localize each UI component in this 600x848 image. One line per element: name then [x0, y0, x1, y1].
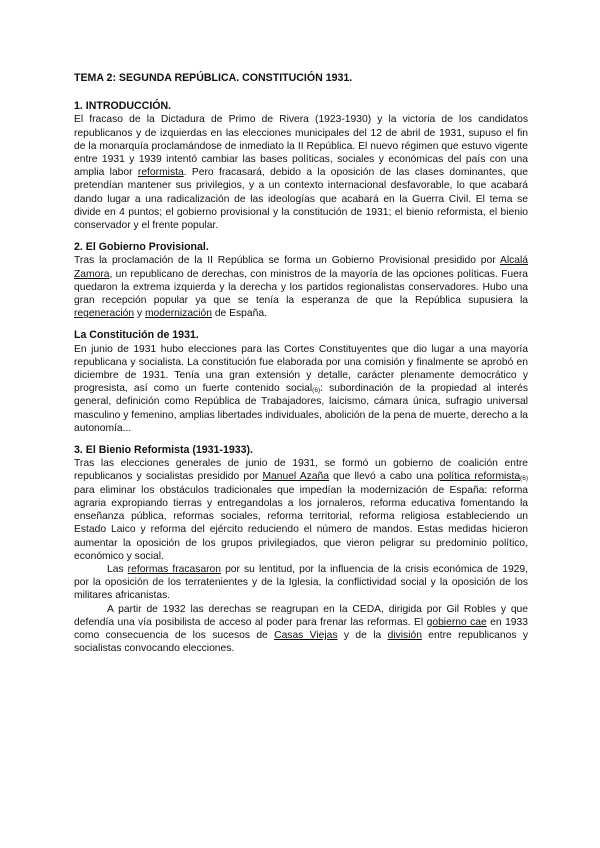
section-heading: 1. INTRODUCCIÓN.	[74, 100, 172, 113]
paragraph	[74, 343, 528, 435]
section-heading: 3. El Bienio Reformista (1931-1933).	[74, 444, 253, 457]
underlined-term: política reformista	[437, 471, 521, 483]
footnote-marker: (6)	[520, 475, 528, 483]
paragraph	[74, 603, 528, 656]
paragraph	[74, 457, 528, 563]
text-run: por su lentitud, por la influencia de la crisis económica de 1929, por la oposición de los terratenientes y de la Iglesia, la conflictividad social y la oposición de los militares africanistas.	[74, 563, 528, 602]
text-run: y de la	[337, 629, 388, 641]
section-heading: 2. El Gobierno Provisional.	[74, 241, 209, 254]
document-page	[74, 72, 528, 664]
underlined-term: Casas Viejas	[274, 629, 338, 641]
text-run: Las	[107, 563, 128, 575]
text-run: Tras la proclamación de la II República se forma un Gobierno Provisional presidido por	[74, 255, 500, 267]
text-run: de España.	[211, 308, 267, 320]
text-run: para eliminar los obstáculos tradicionales que impedían la modernización de España: reforma agraria expropiando tierras y entregandolas a los jornaleros, reforma educativa fomentando la enseñanza pública, reformas sociales, reforma territorial, reforma religiosa estableciendo un Estado Laico y reforma del ejército reduciendo el número de mandos. Estas medidas hicieron aumentar la oposición de los grupos privilegiados, que vieron peligrar su predominio político, económico y social.	[74, 484, 528, 562]
underlined-term: división	[387, 629, 422, 641]
section-bienio-reformista	[74, 444, 528, 655]
text-run: , un republicano de derechas, con ministros de la mayoría de las opciones políticas. Fuera quedaron la extrema izquierda y la derecha y los partidos regionalistas conservadores. Hubo una gran recepción popular ya que se tenía la esperanza de que la República supusiera la	[74, 268, 528, 307]
underlined-term: Manuel Azaña	[262, 471, 330, 483]
paragraph	[74, 254, 528, 320]
section-heading: La Constitución de 1931.	[74, 329, 199, 342]
underlined-term: reformas fracasaron	[127, 563, 222, 575]
paragraph	[74, 563, 528, 603]
text-run: entre republicanos y socialistas convocando elecciones.	[74, 629, 529, 655]
section-introduccion	[74, 100, 528, 232]
underlined-term: Alcalá Zamora	[74, 255, 528, 280]
underlined-term: regeneración	[74, 308, 135, 320]
document-title: TEMA 2: SEGUNDA REPÚBLICA. CONSTITUCIÓN 1931.	[74, 72, 353, 84]
section-constitucion	[74, 329, 528, 435]
text-run: A partir de 1932 las derechas se reagrupan en la CEDA, dirigida por Gil Robles y que defendía una vía posibilista de acceso al poder para frenar las reformas. El	[74, 603, 528, 628]
text-run: que llevó a cabo una	[329, 471, 438, 483]
text-run: Tras las elecciones generales de junio de 1931, se formó un gobierno de coalición entre republicanos y socialistas presidido por	[74, 458, 528, 483]
text-run: El fracaso de la Dictadura de Primo de Rivera (1923-1930) y la victoria de los candidatos republicanos y de izquierdas en las elecciones municipales del 12 de abril de 1931, supuso el fin de la monarquía proclamándose de inmediato la II República. El nuevo régimen que estuvo vigente entre 1931 y 1939 intentó cambiar las bases políticas, sociales y económicas del país con una amplia labor	[74, 114, 528, 179]
underlined-term: reformista	[137, 167, 184, 179]
text-run: . Pero fracasará, debido a la oposición de las clases dominantes, que pretendían mantener sus privilegios, y a un contexto internacional desfavorable, lo que acabará dando lugar a una radicalización de las ideologías que acabará en la Guerra Civil. El tema se divide en 4 puntos; el gobierno provisional y la constitución de 1931; el bienio reformista, el bienio conservador y el frente popular.	[74, 167, 529, 232]
section-gobierno-provisional	[74, 241, 528, 320]
footnote-marker: (6)	[312, 387, 321, 395]
underlined-term: modernización	[144, 308, 212, 320]
text-run: en 1933 como consecuencia de los sucesos de	[74, 616, 528, 641]
paragraph	[74, 113, 528, 232]
underlined-term: gobierno cae	[426, 616, 487, 628]
text-run: : subordinación de la propiedad al interés general, definición como República de Trabajadores, laicismo, cámara única, sufragio universal masculino y femenino, amplias libertades individuales, abolición de la pena de muerte, derecho a la autonomía...	[74, 383, 528, 434]
text-run: y	[134, 308, 145, 320]
text-run: En junio de 1931 hubo elecciones para las Cortes Constituyentes que dio lugar a una mayoría republicana y socialista. La constitución fue elaborada por una comisión y finalmente se aprobó en diciembre de 1931. Tenía una gran extensión y detalle, carácter plenamente democrático y progresista, así como un fuerte contenido social	[74, 343, 528, 395]
